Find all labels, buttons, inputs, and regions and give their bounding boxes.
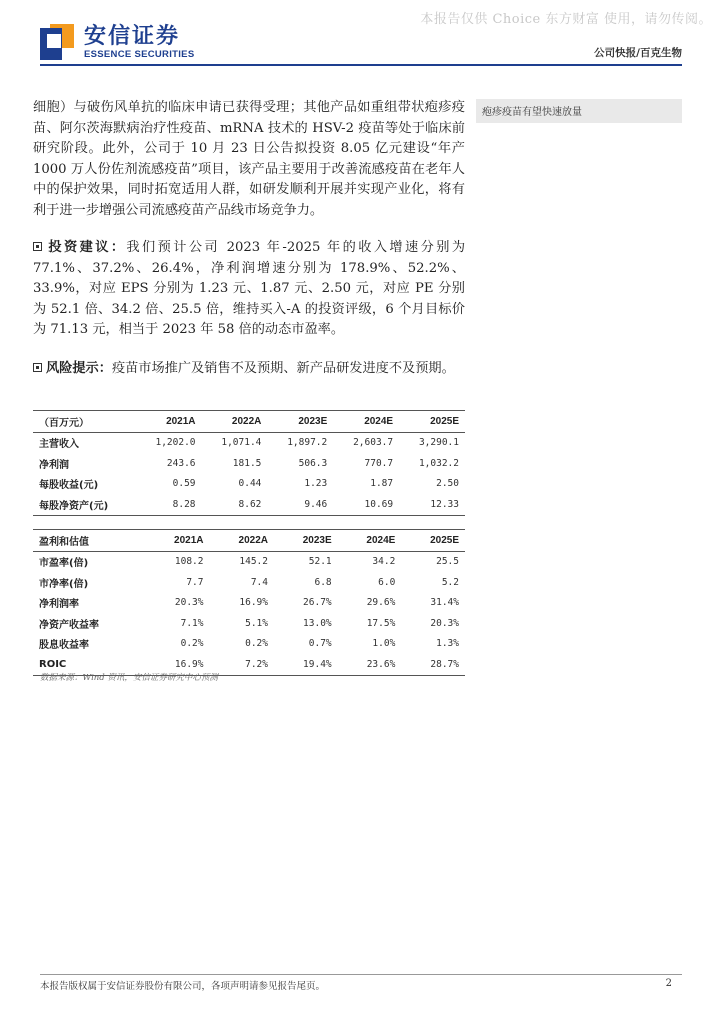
table-row [33, 474, 465, 495]
table-row [33, 551, 465, 572]
investment-section [33, 238, 465, 341]
table-header-cell: 2025E [430, 534, 459, 546]
table-cell: 1.87 [370, 478, 394, 490]
financial-table [33, 410, 465, 516]
table-header-cell: 2024E [364, 415, 394, 427]
row-label: 股息收益率 [39, 640, 89, 652]
table-cell: 6.8 [314, 576, 332, 588]
table-cell: 8.28 [172, 498, 196, 510]
table-header-cell: 2023E [302, 534, 332, 546]
table-cell: 0.7% [308, 638, 332, 650]
table-cell: 5.2 [441, 576, 459, 588]
row-label: 市净率(倍) [39, 578, 89, 590]
table-cell: 12.33 [430, 498, 459, 510]
table-header-cell: 盈利和估值 [39, 536, 89, 548]
table-cell: 506.3 [298, 457, 328, 469]
table-cell: 23.6% [366, 658, 396, 670]
table-cell: 7.4 [250, 576, 268, 588]
risk-text: 疫苗市场推广及销售不及预期、新产品研发进度不及预期。 [111, 360, 455, 376]
table-cell: 2.50 [436, 478, 459, 490]
table-cell: 1.23 [304, 478, 328, 490]
table-cell: 7.1% [180, 617, 204, 629]
table-cell: 770.7 [364, 457, 394, 469]
table-cell: 1.3% [436, 638, 459, 650]
row-label: 市盈率(倍) [39, 558, 89, 570]
table-cell: 52.1 [308, 556, 332, 568]
table-cell: 108.2 [174, 556, 204, 568]
risk-label: 风险提示： [46, 360, 112, 376]
logo-mark-icon [40, 24, 76, 60]
table-cell: 20.3% [430, 617, 459, 629]
table-cell: 7.2% [245, 658, 268, 670]
table-header-cell: 2021A [166, 415, 196, 427]
table-cell: 181.5 [232, 457, 262, 469]
table-header-cell: 2022A [238, 534, 268, 546]
table-cell: 1,071.4 [221, 437, 262, 449]
footer-divider [40, 974, 682, 975]
table-cell: 3,290.1 [418, 437, 459, 449]
table-row [33, 572, 465, 593]
table-header-cell: 2025E [430, 415, 459, 427]
table-cell: 5.1% [245, 617, 268, 629]
table-cell: 1,202.0 [155, 437, 196, 449]
side-note: 疱疹疫苗有望快速放量 [476, 99, 682, 123]
table-cell: 243.6 [166, 457, 196, 469]
watermark: 本报告仅供 Choice 东方财富 使用，请勿传阅。 [420, 12, 712, 27]
row-label: 主营收入 [39, 439, 79, 451]
table-cell: 20.3% [174, 597, 204, 609]
table-cell: 10.69 [364, 498, 394, 510]
header-divider [40, 64, 682, 66]
logo-name-en: ESSENCE SECURITIES [84, 48, 195, 60]
risk-section [33, 359, 465, 380]
table-cell: 1,032.2 [418, 457, 459, 469]
table-header-row [33, 411, 465, 433]
table-cell: 9.46 [304, 498, 328, 510]
bullet-icon [33, 242, 42, 251]
table-cell: 16.9% [239, 597, 268, 609]
table-cell: 19.4% [303, 658, 332, 670]
table-cell: 1,897.2 [287, 437, 328, 449]
footer-disclaimer: 本报告版权属于安信证券股份有限公司，各项声明请参见报告尾页。 [40, 981, 326, 992]
data-source-note: 数据来源：Wind 资讯，安信证券研究中心预测 [40, 673, 218, 683]
table-cell: 25.5 [436, 556, 459, 568]
table-cell: 13.0% [303, 617, 332, 629]
row-label: 净利润率 [39, 599, 79, 611]
report-type: 公司快报/百克生物 [594, 47, 682, 59]
table-row [33, 453, 465, 474]
row-label: ROIC [39, 658, 67, 670]
table-cell: 29.6% [366, 597, 396, 609]
table-cell: 0.59 [172, 478, 196, 490]
table-row [33, 593, 465, 614]
row-label: 净资产收益率 [39, 619, 99, 631]
table-row [33, 634, 465, 655]
table-cell: 17.5% [366, 617, 396, 629]
table-cell: 7.7 [186, 576, 204, 588]
investment-label: 投资建议： [46, 240, 127, 255]
table-header-cell: 2024E [366, 534, 396, 546]
table-header-row [33, 530, 465, 552]
row-label: 每股净资产(元) [39, 500, 109, 512]
table-header-cell: 2023E [298, 415, 328, 427]
main-content [33, 98, 465, 379]
table-cell: 26.7% [303, 597, 332, 609]
row-label: 净利润 [39, 459, 69, 471]
table-cell: 16.9% [174, 658, 204, 670]
table-cell: 145.2 [239, 556, 268, 568]
investment-text: 我们预计公司 2023 年-2025 年的收入增速分别为 77.1%、37.2%、26.4%，净利润增速分别为 178.9%、52.2%、33.9%，对应 EPS 分别为 1.23 元、1.87 元、2.50 元，对应 PE 分别为 52.1 倍、34.2 倍、25.5 倍，维持买入-A 的投资评级，6 个月目标价为 71.13 元，相当于 2023 年 58 倍的动态市盈率。 [33, 240, 466, 337]
table-cell: 8.62 [238, 498, 262, 510]
bullet-icon [33, 363, 42, 372]
intro-paragraph: 细胞）与破伤风单抗的临床申请已获得受理；其他产品如重组带状疱疹疫苗、阿尔茨海默病治疗性疫苗、mRNA 技术的 HSV-2 疫苗等处于临床前研究阶段。此外，公司于 10 月 23 日公告拟投资 8.05 亿元建设“年产 1000 万人份佐剂流感疫苗”项目，该产品主要用于改善流感疫苗在老年人中的保护效果，同时拓宽适用人群，如研发顺利开展并实现产业化，将有利于进一步增强公司流感疫苗产品线市场竞争力。 [33, 100, 465, 218]
table-cell: 31.4% [430, 597, 459, 609]
table-cell: 1.0% [372, 638, 396, 650]
table-row [33, 613, 465, 634]
table-cell: 0.2% [245, 638, 268, 650]
company-logo [40, 24, 194, 60]
table-cell: 0.2% [180, 638, 204, 650]
table-cell: 0.44 [238, 478, 262, 490]
row-label: 每股收益(元) [39, 480, 99, 492]
table-header-cell: 2022A [231, 415, 262, 427]
table-row [33, 494, 465, 515]
table-row [33, 432, 465, 453]
table-header-cell: （百万元） [39, 417, 89, 429]
table-cell: 2,603.7 [353, 437, 394, 449]
table-cell: 28.7% [430, 658, 459, 670]
table-cell: 34.2 [372, 556, 396, 568]
logo-name-cn: 安信证券 [84, 23, 181, 49]
valuation-table [33, 529, 465, 676]
page-number: 2 [665, 978, 672, 989]
table-cell: 6.0 [378, 576, 396, 588]
table-header-cell: 2021A [174, 534, 204, 546]
